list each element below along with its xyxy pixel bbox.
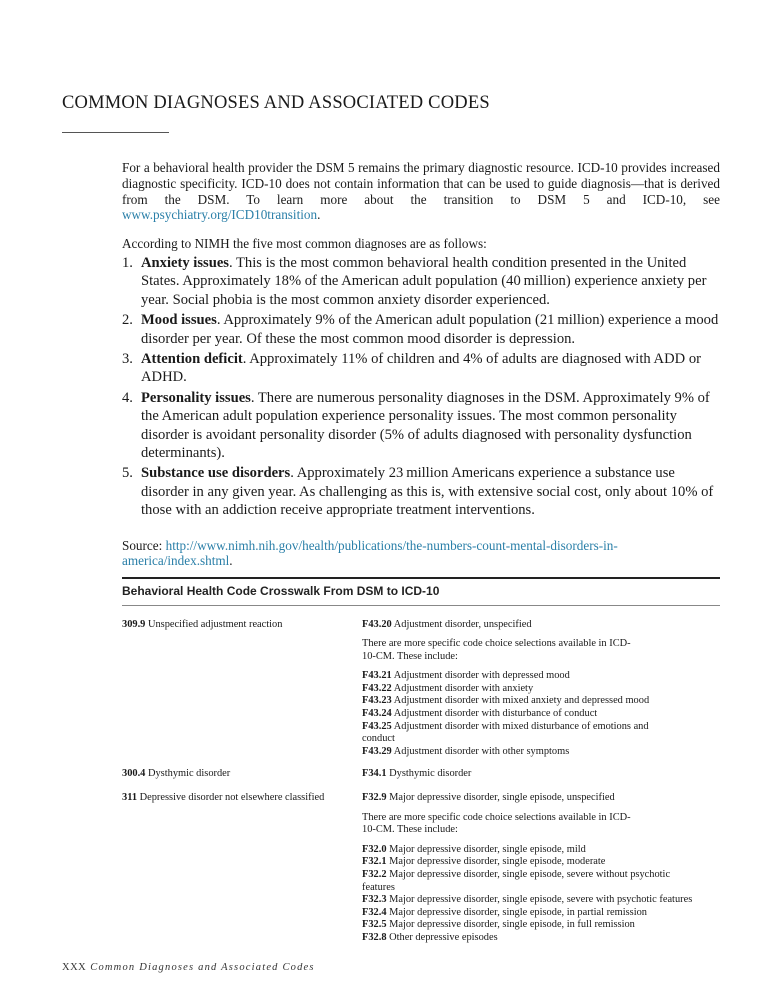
page-footer bbox=[62, 962, 315, 973]
diagnosis-name: Mood issues bbox=[141, 312, 217, 329]
list-lead: According to NIMH the five most common diagnoses are as follows: bbox=[122, 236, 487, 252]
icd-option: F32.3 Major depressive disorder, single episode, severe with psychotic features bbox=[362, 894, 693, 906]
icd-option: F43.22 Adjustment disorder with anxiety bbox=[362, 682, 534, 694]
intro-paragraph: For a behavioral health provider the DSM 5 remains the primary diagnostic resource. ICD-10 provides increased diagnostic specificity. ICD-10 does not contain information that can be used to guide diagnosis—that is derived from the DSM. To learn more about the transition to DSM 5 and ICD-10, see www.psychiatry.org/ICD10transition. bbox=[122, 160, 720, 223]
main-content bbox=[122, 160, 720, 569]
icd-option: F32.0 Major depressive disorder, single episode, mild bbox=[362, 843, 586, 855]
icd-option: F43.24 Adjustment disorder with disturbance of conduct bbox=[362, 708, 598, 720]
list-item: 1. Anxiety issues. This is the most common behavioral health condition presented in the United States. Approximately 18% of the American adult population (40 million) experience anxiety per year. Social phobia is the most common anxiety disorder experienced. bbox=[122, 254, 707, 308]
table-row bbox=[122, 768, 720, 781]
icd-option: F43.21 Adjustment disorder with depressed mood bbox=[362, 670, 570, 682]
table-row bbox=[122, 792, 720, 945]
icd-option: F43.29 Adjustment disorder with other symptoms bbox=[362, 745, 570, 757]
dsm-cell: 309.9 Unspecified adjustment reaction bbox=[122, 618, 283, 630]
diagnosis-name: Anxiety issues bbox=[141, 254, 229, 271]
icd-option: F43.23 Adjustment disorder with mixed anxiety and depressed mood bbox=[362, 695, 650, 707]
icd-primary: F43.20 Adjustment disorder, unspecified bbox=[362, 618, 532, 630]
icd-option: F43.25 Adjustment disorder with mixed disturbance of emotions and conduct bbox=[362, 720, 649, 745]
icd-cell bbox=[362, 619, 720, 759]
diagnosis-name: Personality issues bbox=[141, 389, 251, 406]
nimh-source-link[interactable]: http://www.nimh.nih.gov/health/publications/the-numbers-count-mental-disorders-in-america/index.shtml bbox=[122, 537, 618, 569]
list-item: 4. Personality issues. There are numerous personality diagnoses in the DSM. Approximately 9% of the American adult population experience personality issues. The most common personality disorder is avoidant personality disorder (5% of adults diagnosed with personality dysfunction determinants). bbox=[122, 389, 710, 462]
icd-option: F32.4 Major depressive disorder, single episode, in partial remission bbox=[362, 906, 647, 918]
source-line: Source: http://www.nimh.nih.gov/health/publications/the-numbers-count-mental-disorders-in-america/index.shtml. bbox=[122, 537, 618, 569]
page-number: XXX bbox=[62, 962, 87, 973]
icd-option: F32.1 Major depressive disorder, single episode, moderate bbox=[362, 856, 606, 868]
icd-option: F32.2 Major depressive disorder, single episode, severe without psychotic features bbox=[362, 869, 671, 893]
icd-option: F32.5 Major depressive disorder, single episode, in full remission bbox=[362, 919, 635, 931]
list-item: 3. Attention deficit. Approximately 11% of children and 4% of adults are diagnosed with ADD or ADHD. bbox=[122, 351, 701, 386]
icd-option: F32.8 Other depressive episodes bbox=[362, 931, 498, 943]
dsm-cell: 311 Depressive disorder not elsewhere classified bbox=[122, 792, 325, 804]
dsm-cell: 300.4 Dysthymic disorder bbox=[122, 768, 231, 780]
list-item: 5. Substance use disorders. Approximately 23 million Americans experience a substance use disorder in any given year. As challenging as this is, with extensive social cost, only about 10% of those with an addiction receive appropriate treatment interventions. bbox=[122, 465, 714, 519]
intro-text: For a behavioral health provider the DSM 5 remains the primary diagnostic resource. ICD-10 provides increased diagnostic specificity. ICD-10 does not contain information that can be used to guide diagnosis—that is derived from the DSM. To learn more about the transition to DSM 5 and ICD-10, see bbox=[122, 160, 720, 207]
crosswalk-table bbox=[122, 577, 720, 945]
page-title: COMMON DIAGNOSES AND ASSOCIATED CODES bbox=[62, 93, 490, 113]
icd-cell bbox=[362, 768, 720, 781]
diagnoses-list bbox=[122, 254, 720, 520]
icd-cell bbox=[362, 792, 720, 945]
diagnosis-name: Substance use disorders bbox=[141, 465, 291, 482]
title-divider bbox=[62, 132, 169, 133]
list-item: 2. Mood issues. Approximately 9% of the American adult population (21 million) experience a mood disorder per year. Of these the most common mood disorder is depression. bbox=[122, 312, 719, 347]
running-footer-title: Common Diagnoses and Associated Codes bbox=[90, 962, 315, 973]
table-title: Behavioral Health Code Crosswalk From DSM to ICD-10 bbox=[122, 583, 440, 598]
table-row bbox=[122, 619, 720, 759]
psychiatry-link[interactable]: www.psychiatry.org/ICD10transition bbox=[122, 207, 318, 223]
table-header-rule bbox=[122, 605, 720, 606]
icd-primary: F32.9 Major depressive disorder, single episode, unspecified bbox=[362, 792, 615, 804]
diagnosis-name: Attention deficit bbox=[141, 351, 243, 368]
more-options-note: There are more specific code choice selections available in ICD-10-CM. These include: bbox=[362, 811, 631, 836]
icd-primary: F34.1 Dysthymic disorder bbox=[362, 768, 472, 780]
more-options-note: There are more specific code choice selections available in ICD-10-CM. These include: bbox=[362, 638, 631, 662]
